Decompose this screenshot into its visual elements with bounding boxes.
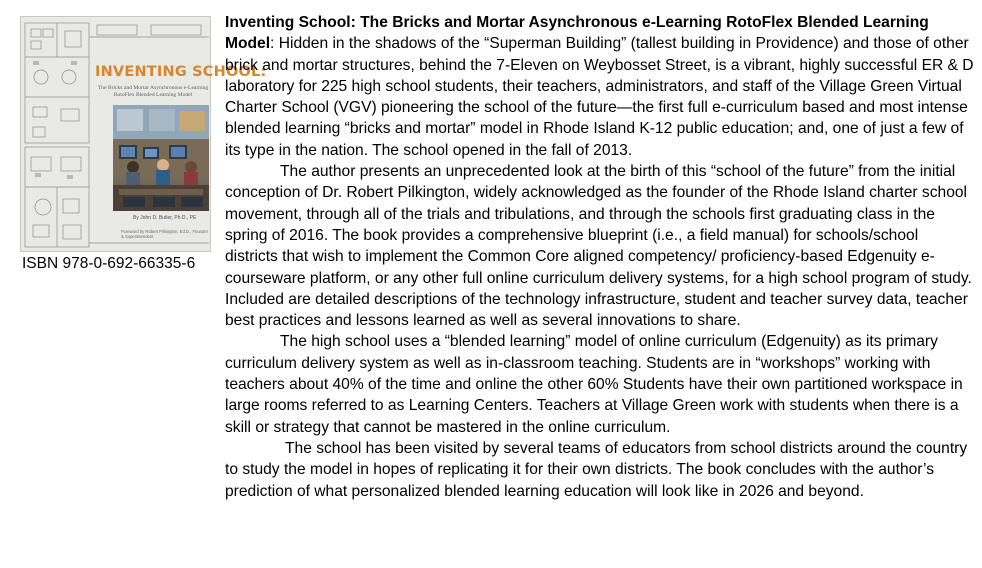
book-headline: Inventing School: The Bricks and Mortar Asynchronous e-Learning RotoFlex Blended Learning Model bbox=[225, 14, 929, 53]
classroom-photo bbox=[113, 105, 209, 211]
paragraph-3: The high school uses a “blended learning” model of online curriculum (Edgenuity) as its primary curriculum delivery system as well as in-classroom teaching. Students are in “workshops” working with teachers about 40% of the time and online the other 60% Students have their own partitioned workspace in large rooms referred to as Learning Centers. Teachers at Village Green work with students when there is a skill or strategy that cannot be mastered in the online curriculum. bbox=[225, 333, 963, 436]
book-description bbox=[225, 12, 975, 502]
isbn-label: ISBN 978-0-692-66335-6 bbox=[22, 255, 196, 272]
paragraph-1-text: : Hidden in the shadows of the “Superman Building” (tallest building in Providence) and those of other brick and mortar structures, behind the 7-Eleven on Weybosset Street, is a vibrant, highly successful ER & D laboratory for 225 high school students, their teachers, administrators, and staff of the Village Green Virtual Charter School (VGV) pioneering the school of the future—the first full e-curriculum based and most intense blended learning “bricks and mortar” model in Rhode Island K-12 public education; and, one of just a few of its type in the nation. The school opened in the fall of 2013. bbox=[225, 35, 974, 159]
cover-foreword: Foreword by Robert Pilkington, Ed.D., Founder & Superintendent bbox=[121, 229, 209, 240]
cover-author: By John D. Butler, Ph.D., PE bbox=[133, 215, 197, 221]
book-cover bbox=[20, 16, 267, 252]
cover-title: INVENTING SCHOOL: bbox=[95, 64, 267, 80]
paragraph-2: The author presents an unprecedented look at the birth of this “school of the future” from the initial conception of Dr. Robert Pilkington, widely acknowledged as the founder of the Rhode Island charter school movement, through all of the trials and tribulations, and through the schools first graduating class in the spring of 2016. The book provides a comprehensive blueprint (i.e., a field manual) for schools/school districts that wish to implement the Common Core aligned competency/ proficiency-based Edgenuity e-courseware platform, or any other full online curriculum delivery systems, for a high school program of study. Included are detailed descriptions of the technology infrastructure, student and teacher survey data, teacher best practices and lessons learned as well as several innovations to share. bbox=[225, 163, 972, 330]
paragraph-4: The school has been visited by several teams of educators from school districts around the country to study the model in hopes of replicating it for their own districts. The book concludes with the author’s prediction of what personalized blended learning education will look like in 2026 and beyond. bbox=[225, 439, 968, 500]
cover-subtitle: The Bricks and Mortar Asynchronous e-Learning RotoFlex Blended Learning Model bbox=[97, 85, 209, 98]
intro-paragraph bbox=[225, 12, 975, 161]
